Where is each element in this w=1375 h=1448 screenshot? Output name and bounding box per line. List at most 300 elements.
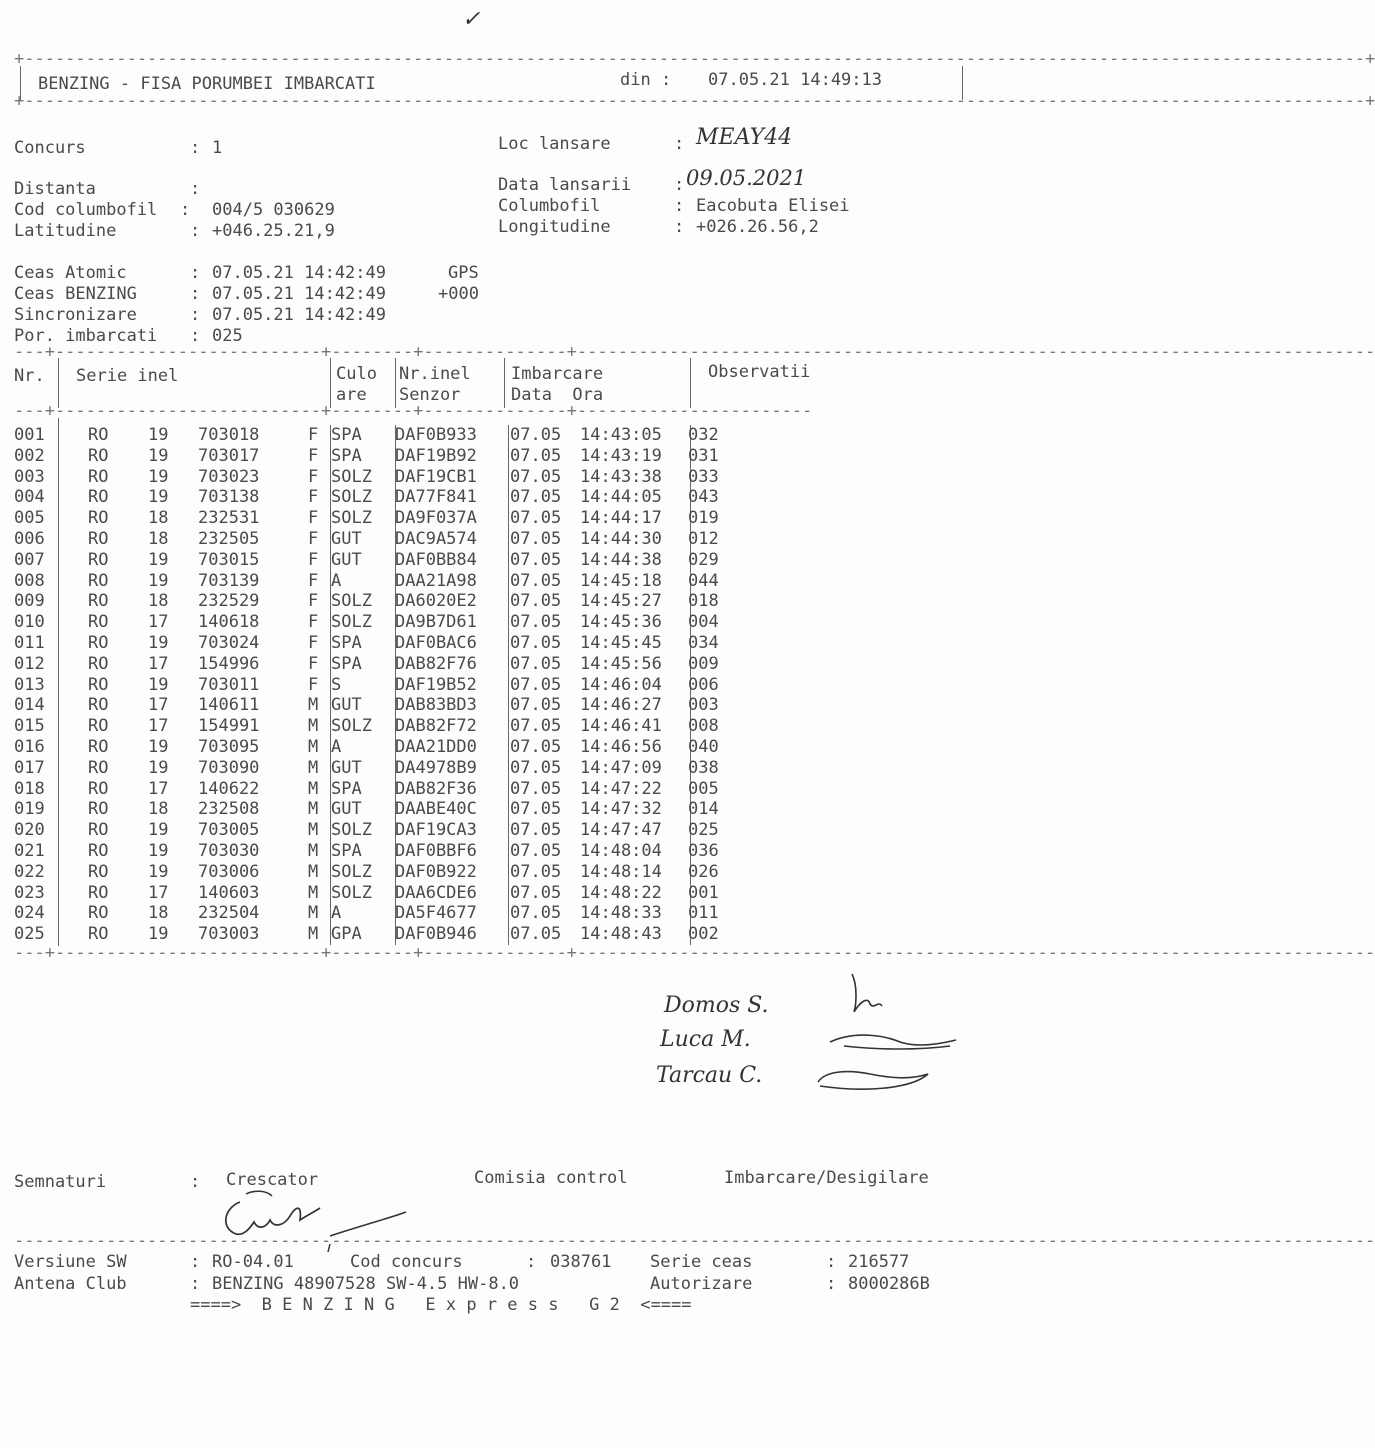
row-nr: 023	[14, 882, 45, 903]
row-sensor: DAF19CA3	[395, 820, 477, 841]
row-ring-number: 154991	[198, 716, 260, 737]
row-time: 14:43:38	[580, 466, 662, 487]
row-observation: 040	[688, 736, 719, 757]
row-ring-number: 140603	[198, 882, 260, 903]
cod-concurs-label: Cod concurs	[350, 1252, 463, 1272]
table-row	[14, 716, 719, 737]
col-header-senzor-2: Senzor	[399, 385, 461, 405]
row-nr: 019	[14, 799, 45, 820]
row-nr: 024	[14, 903, 45, 924]
row-country: RO	[88, 861, 109, 882]
row-country: RO	[88, 903, 109, 924]
antena-club-label: Antena Club	[14, 1274, 127, 1294]
row-nr: 012	[14, 653, 45, 674]
row-year: 19	[148, 861, 169, 882]
table-row	[14, 779, 719, 800]
row-ring-number: 703095	[198, 736, 260, 757]
sincronizare-label: Sincronizare	[14, 305, 137, 325]
table-row	[14, 467, 719, 488]
row-observation: 004	[688, 612, 719, 633]
row-ring-number: 703015	[198, 549, 260, 570]
row-color: SOLZ	[331, 861, 372, 882]
latitudine-value: +046.25.21,9	[212, 221, 335, 241]
autorizare-colon: :	[826, 1274, 837, 1294]
table-row	[14, 883, 719, 904]
table-row	[14, 903, 719, 924]
row-time: 14:45:36	[580, 612, 662, 633]
row-country: RO	[88, 799, 109, 820]
row-observation: 034	[688, 632, 719, 653]
semnaturi-label: Semnaturi	[14, 1172, 107, 1192]
table-row	[14, 841, 719, 862]
row-ring-number: 703017	[198, 445, 260, 466]
row-time: 14:48:22	[580, 882, 662, 903]
row-ring-number: 140611	[198, 695, 260, 716]
distanta-label: Distanta	[14, 179, 96, 199]
row-sex: M	[308, 716, 319, 737]
row-ring-number: 703005	[198, 820, 260, 841]
row-sensor: DAC9A574	[395, 528, 477, 549]
longitudine-value: +026.26.56,2	[696, 217, 819, 237]
table-row	[14, 758, 719, 779]
row-year: 17	[148, 612, 169, 633]
sincronizare-colon: :	[190, 305, 201, 325]
porumbei-imbarcati-label: Por. imbarcati	[14, 326, 158, 346]
row-time: 14:44:30	[580, 528, 662, 549]
row-country: RO	[88, 508, 109, 529]
row-time: 14:45:56	[580, 653, 662, 674]
row-date: 07.05	[510, 591, 562, 612]
row-sex: M	[308, 799, 319, 820]
row-sex: F	[308, 591, 319, 612]
row-ring-number: 232531	[198, 508, 260, 529]
row-sensor: DAA6CDE6	[395, 882, 477, 903]
row-sex: M	[308, 778, 319, 799]
row-date: 07.05	[510, 508, 562, 529]
row-year: 19	[148, 757, 169, 778]
row-observation: 002	[688, 924, 719, 945]
din-value: 07.05.21 14:49:13	[708, 70, 882, 90]
row-ring-number: 232508	[198, 799, 260, 820]
row-ring-number: 703090	[198, 757, 260, 778]
distanta-colon: :	[190, 179, 201, 199]
row-year: 18	[148, 508, 169, 529]
row-observation: 025	[688, 820, 719, 841]
ceas-atomic-colon: :	[190, 263, 201, 283]
versiune-label: Versiune SW	[14, 1252, 127, 1272]
row-color: A	[331, 903, 342, 924]
row-country: RO	[88, 591, 109, 612]
row-date: 07.05	[510, 487, 562, 508]
row-country: RO	[88, 924, 109, 945]
row-date: 07.05	[510, 840, 562, 861]
row-observation: 008	[688, 716, 719, 737]
row-sex: M	[308, 882, 319, 903]
row-observation: 012	[688, 528, 719, 549]
row-sensor: DAF19B52	[395, 674, 477, 695]
row-color: SOLZ	[331, 820, 372, 841]
row-color: GUT	[331, 528, 362, 549]
row-date: 07.05	[510, 425, 562, 445]
row-date: 07.05	[510, 612, 562, 633]
cod-concurs-value: 038761	[550, 1252, 612, 1272]
row-year: 19	[148, 466, 169, 487]
row-sex: F	[308, 508, 319, 529]
row-color: A	[331, 736, 342, 757]
columbofil-value: Eacobuta Elisei	[696, 196, 850, 216]
row-nr: 013	[14, 674, 45, 695]
commission-name-2: Luca M.	[660, 1027, 751, 1052]
row-color: SOLZ	[331, 716, 372, 737]
row-sex: F	[308, 425, 319, 445]
row-observation: 038	[688, 757, 719, 778]
row-country: RO	[88, 632, 109, 653]
row-sensor: DAF0B922	[395, 861, 477, 882]
row-nr: 020	[14, 820, 45, 841]
row-year: 17	[148, 653, 169, 674]
row-time: 14:45:27	[580, 591, 662, 612]
ceas-atomic-label: Ceas Atomic	[14, 263, 127, 283]
row-time: 14:45:45	[580, 632, 662, 653]
row-sensor: DAF0BBF6	[395, 840, 477, 861]
row-nr: 002	[14, 445, 45, 466]
row-country: RO	[88, 612, 109, 633]
row-observation: 019	[688, 508, 719, 529]
table-row	[14, 571, 719, 592]
row-country: RO	[88, 549, 109, 570]
serie-ceas-colon: :	[826, 1252, 837, 1272]
imbarcare-desigilare-label: Imbarcare/Desigilare	[724, 1168, 929, 1188]
row-ring-number: 703024	[198, 632, 260, 653]
commission-signatures-icon	[760, 966, 980, 1106]
ceas-benzing-extra: +000	[438, 284, 479, 304]
row-sensor: DAA21DD0	[395, 736, 477, 757]
row-ring-number: 140618	[198, 612, 260, 633]
columbofil-colon: :	[674, 196, 685, 216]
row-date: 07.05	[510, 674, 562, 695]
row-date: 07.05	[510, 820, 562, 841]
row-time: 14:44:38	[580, 549, 662, 570]
row-time: 14:47:47	[580, 820, 662, 841]
row-sensor: DAF19CB1	[395, 466, 477, 487]
row-color: A	[331, 570, 342, 591]
latitudine-colon: :	[190, 221, 201, 241]
ceas-benzing-value: 07.05.21 14:42:49	[212, 284, 386, 304]
versiune-colon: :	[190, 1252, 201, 1272]
row-sex: M	[308, 820, 319, 841]
row-ring-number: 703023	[198, 466, 260, 487]
row-observation: 009	[688, 653, 719, 674]
longitudine-colon: :	[674, 217, 685, 237]
row-sex: F	[308, 674, 319, 695]
data-lansarii-colon: :	[674, 175, 685, 195]
row-year: 19	[148, 674, 169, 695]
row-year: 17	[148, 695, 169, 716]
commission-name-3: Tarcau C.	[656, 1063, 763, 1088]
col-header-culoare-1: Culo	[336, 364, 377, 384]
data-lansarii-value: 09.05.2021	[686, 166, 807, 190]
row-observation: 033	[688, 466, 719, 487]
row-color: SOLZ	[331, 612, 372, 633]
row-sex: M	[308, 736, 319, 757]
col-header-senzor-1: Nr.inel	[399, 364, 471, 384]
row-time: 14:46:41	[580, 716, 662, 737]
col-header-nr: Nr.	[14, 366, 45, 386]
row-sensor: DAF19B92	[395, 445, 477, 466]
row-year: 19	[148, 425, 169, 445]
row-nr: 007	[14, 549, 45, 570]
row-color: SPA	[331, 445, 362, 466]
pigeon-table	[14, 425, 719, 945]
loc-lansare-label: Loc lansare	[498, 134, 611, 154]
row-country: RO	[88, 736, 109, 757]
row-sex: M	[308, 903, 319, 924]
row-date: 07.05	[510, 861, 562, 882]
row-observation: 032	[688, 425, 719, 445]
row-date: 07.05	[510, 528, 562, 549]
row-year: 19	[148, 487, 169, 508]
table-row	[14, 633, 719, 654]
autorizare-value: 8000286B	[848, 1274, 930, 1294]
ceas-benzing-colon: :	[190, 284, 201, 304]
row-date: 07.05	[510, 695, 562, 716]
col-header-observatii: Observatii	[708, 362, 811, 382]
row-year: 19	[148, 570, 169, 591]
row-time: 14:43:19	[580, 445, 662, 466]
ceas-atomic-value: 07.05.21 14:42:49	[212, 263, 386, 283]
data-lansarii-label: Data lansarii	[498, 175, 632, 195]
row-sex: F	[308, 466, 319, 487]
row-sensor: DAF0BB84	[395, 549, 477, 570]
row-nr: 011	[14, 632, 45, 653]
row-color: GPA	[331, 924, 362, 945]
row-sensor: DA4978B9	[395, 757, 477, 778]
row-date: 07.05	[510, 778, 562, 799]
row-color: SOLZ	[331, 591, 372, 612]
row-color: GUT	[331, 799, 362, 820]
row-sensor: DA9B7D61	[395, 612, 477, 633]
row-year: 19	[148, 840, 169, 861]
row-nr: 021	[14, 840, 45, 861]
row-country: RO	[88, 466, 109, 487]
row-country: RO	[88, 882, 109, 903]
pigeon-table-body	[14, 425, 719, 945]
table-row	[14, 550, 719, 571]
row-ring-number: 703030	[198, 840, 260, 861]
commission-name-1: Domos S.	[664, 993, 769, 1018]
col-header-serie: Serie inel	[76, 366, 179, 386]
row-observation: 029	[688, 549, 719, 570]
row-nr: 017	[14, 757, 45, 778]
row-nr: 006	[14, 528, 45, 549]
table-row	[14, 675, 719, 696]
semnaturi-colon: :	[190, 1172, 201, 1192]
table-row	[14, 425, 719, 446]
row-country: RO	[88, 840, 109, 861]
row-sex: M	[308, 924, 319, 945]
row-year: 19	[148, 549, 169, 570]
row-country: RO	[88, 445, 109, 466]
row-ring-number: 703003	[198, 924, 260, 945]
row-time: 14:48:33	[580, 903, 662, 924]
row-country: RO	[88, 528, 109, 549]
row-color: SPA	[331, 778, 362, 799]
table-row	[14, 820, 719, 841]
row-sex: F	[308, 528, 319, 549]
row-observation: 005	[688, 778, 719, 799]
row-color: SOLZ	[331, 882, 372, 903]
serie-ceas-value: 216577	[848, 1252, 910, 1272]
row-observation: 043	[688, 487, 719, 508]
row-date: 07.05	[510, 716, 562, 737]
row-time: 14:47:09	[580, 757, 662, 778]
row-nr: 022	[14, 861, 45, 882]
row-sensor: DA5F4677	[395, 903, 477, 924]
row-country: RO	[88, 695, 109, 716]
row-nr: 005	[14, 508, 45, 529]
longitudine-label: Longitudine	[498, 217, 611, 237]
loc-lansare-value: MEAY44	[696, 125, 793, 150]
row-sensor: DAF0B933	[395, 425, 477, 445]
autorizare-label: Autorizare	[650, 1274, 753, 1294]
comisia-control-label: Comisia control	[474, 1168, 628, 1188]
row-nr: 025	[14, 924, 45, 945]
row-sensor: DAA21A98	[395, 570, 477, 591]
row-color: GUT	[331, 549, 362, 570]
table-row	[14, 529, 719, 550]
row-color: SOLZ	[331, 508, 372, 529]
row-country: RO	[88, 570, 109, 591]
row-sensor: DAF0B946	[395, 924, 477, 945]
row-color: S	[331, 674, 342, 695]
row-sensor: DAB82F36	[395, 778, 477, 799]
row-time: 14:48:14	[580, 861, 662, 882]
row-sex: F	[308, 570, 319, 591]
table-row	[14, 737, 719, 758]
crescator-label: Crescator	[226, 1170, 319, 1190]
benzing-express-banner: ====> B E N Z I N G E x p r e s s G 2 <====	[190, 1295, 692, 1315]
row-nr: 010	[14, 612, 45, 633]
row-time: 14:48:04	[580, 840, 662, 861]
serie-ceas-label: Serie ceas	[650, 1252, 753, 1272]
row-sensor: DAF0BAC6	[395, 632, 477, 653]
row-date: 07.05	[510, 549, 562, 570]
row-observation: 036	[688, 840, 719, 861]
table-row	[14, 924, 719, 945]
row-color: SPA	[331, 632, 362, 653]
row-nr: 004	[14, 487, 45, 508]
cod-columbofil-value: 004/5 030629	[212, 200, 335, 220]
row-date: 07.05	[510, 653, 562, 674]
porumbei-imbarcati-value: 025	[212, 326, 243, 346]
row-year: 18	[148, 591, 169, 612]
row-year: 19	[148, 820, 169, 841]
row-sensor: DAB82F76	[395, 653, 477, 674]
table-bottom-border: ---+--------------------------+--------+--------------+------------------------------------------------------------------------------	[14, 943, 1375, 963]
row-color: SPA	[331, 425, 362, 445]
row-sex: M	[308, 757, 319, 778]
corner-check-mark: ✓	[462, 7, 481, 32]
row-country: RO	[88, 820, 109, 841]
row-date: 07.05	[510, 924, 562, 945]
row-date: 07.05	[510, 882, 562, 903]
row-ring-number: 140622	[198, 778, 260, 799]
row-ring-number: 703006	[198, 861, 260, 882]
row-nr: 003	[14, 466, 45, 487]
row-color: GUT	[331, 757, 362, 778]
row-date: 07.05	[510, 799, 562, 820]
row-ring-number: 154996	[198, 653, 260, 674]
row-color: SPA	[331, 840, 362, 861]
concurs-colon: :	[190, 138, 201, 158]
porumbei-imbarcati-colon: :	[190, 326, 201, 346]
row-sensor: DAABE40C	[395, 799, 477, 820]
row-date: 07.05	[510, 570, 562, 591]
col-header-culoare-2: are	[336, 385, 367, 405]
ceas-atomic-extra: GPS	[448, 263, 479, 283]
row-color: SOLZ	[331, 466, 372, 487]
row-nr: 001	[14, 425, 45, 445]
row-observation: 018	[688, 591, 719, 612]
row-date: 07.05	[510, 466, 562, 487]
row-sex: F	[308, 487, 319, 508]
row-country: RO	[88, 487, 109, 508]
row-observation: 014	[688, 799, 719, 820]
row-country: RO	[88, 757, 109, 778]
antena-club-colon: :	[190, 1274, 201, 1294]
row-observation: 026	[688, 861, 719, 882]
row-nr: 015	[14, 716, 45, 737]
row-color: SOLZ	[331, 487, 372, 508]
row-sex: M	[308, 695, 319, 716]
row-country: RO	[88, 653, 109, 674]
footer-top-border: -------------------------------------------------------------------------------------------------------------------------------------	[14, 1231, 1375, 1251]
table-row	[14, 446, 719, 467]
table-row	[14, 591, 719, 612]
table-top-border: ---+--------------------------+--------+--------------+------------------------------------------------------------------------------	[14, 342, 1375, 362]
concurs-label: Concurs	[14, 138, 86, 158]
row-sensor: DAB82F72	[395, 716, 477, 737]
row-time: 14:46:56	[580, 736, 662, 757]
row-observation: 044	[688, 570, 719, 591]
row-time: 14:44:05	[580, 487, 662, 508]
row-sex: M	[308, 840, 319, 861]
row-observation: 003	[688, 695, 719, 716]
row-year: 17	[148, 778, 169, 799]
row-year: 18	[148, 903, 169, 924]
row-sex: F	[308, 612, 319, 633]
table-row	[14, 487, 719, 508]
row-observation: 011	[688, 903, 719, 924]
row-observation: 031	[688, 445, 719, 466]
row-color: GUT	[331, 695, 362, 716]
table-row	[14, 654, 719, 675]
col-header-imbarcare-2: Data Ora	[511, 385, 604, 405]
row-nr: 008	[14, 570, 45, 591]
sincronizare-value: 07.05.21 14:42:49	[212, 305, 386, 325]
row-sensor: DA77F841	[395, 487, 477, 508]
row-country: RO	[88, 425, 109, 445]
row-date: 07.05	[510, 445, 562, 466]
row-year: 19	[148, 736, 169, 757]
row-sex: M	[308, 861, 319, 882]
row-observation: 006	[688, 674, 719, 695]
din-label: din :	[620, 70, 672, 90]
row-sensor: DAB83BD3	[395, 695, 477, 716]
loc-lansare-colon: :	[674, 134, 685, 154]
row-nr: 018	[14, 778, 45, 799]
row-time: 14:47:32	[580, 799, 662, 820]
